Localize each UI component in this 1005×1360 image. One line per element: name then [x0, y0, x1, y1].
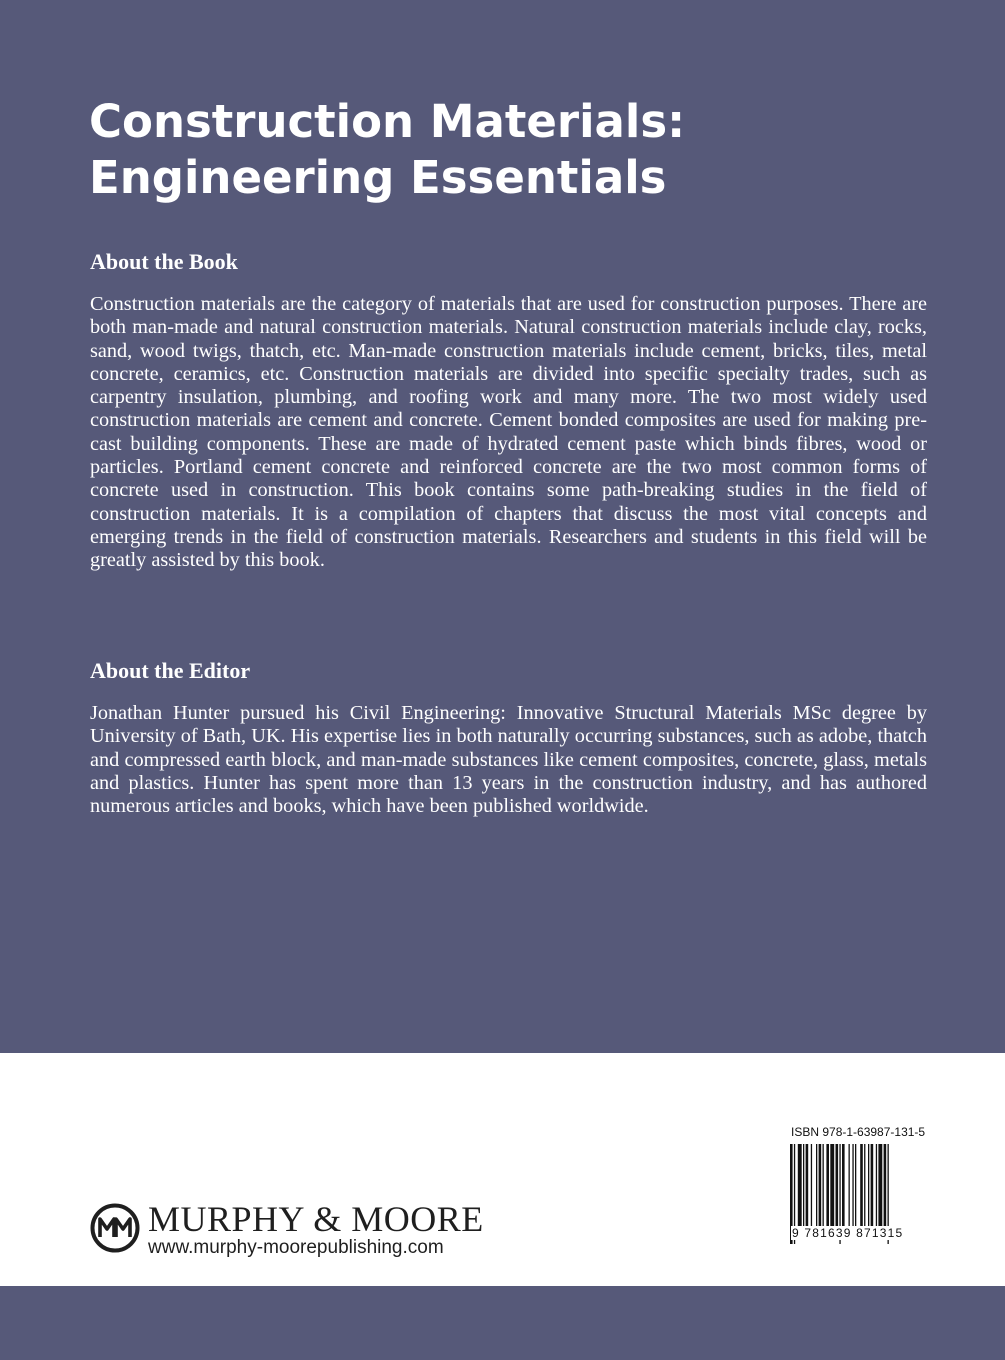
about-editor-text: Jonathan Hunter pursued his Civil Engineering: Innovative Structural Materials MSc degree by University of Bath, UK. His expertise lies in both naturally occurring substances, such as adobe, thatch and compressed earth block, and man-made substances like cement composites, concrete, glass, metals and plastics. Hunter has spent more than 13 years in the construction industry, and has authored numerous articles and books, which have been published worldwide.: [90, 702, 927, 818]
about-editor-heading: About the Editor: [90, 658, 251, 683]
book-title: Construction Materials: Engineering Essentials: [89, 95, 686, 204]
barcode-bar: [798, 1144, 802, 1228]
barcode-bar: [803, 1144, 804, 1228]
barcode-bar: [836, 1144, 839, 1228]
barcode-bar: [876, 1144, 877, 1228]
barcode-bar: [864, 1144, 865, 1228]
barcode-bar: [819, 1144, 822, 1228]
publisher-url: www.murphy-moorepublishing.com: [148, 1237, 444, 1258]
barcode-bar: [871, 1144, 874, 1228]
barcode-bar: [884, 1144, 887, 1228]
barcode-bar: [868, 1144, 869, 1228]
barcode-bar: [823, 1144, 824, 1228]
barcode-bar: [811, 1144, 812, 1228]
about-book-text: Construction materials are the category of materials that are used for construction purposes. There are both man-made and natural construction materials. Natural construction materials include clay, rocks, sand, wood twigs, thatch, etc. Man-made construction materials include cement, bricks, tiles, metal concrete, ceramics, etc. Construction materials are divided into specific specialty trades, such as carpentry insulation, plumbing, and roofing work and many more. The two most widely used construction materials are cement and concrete. Cement bonded composites are used for making pre-cast building components. These are made of hydrated cement paste which binds fibres, wood or particles. Portland cement concrete and reinforced concrete are the two most common forms of concrete used in construction. This book contains some path-breaking studies in the field of construction materials. It is a compilation of chapters that discuss the most vital concepts and emerging trends in the field of construction materials. Researchers and students in this field will be greatly assisted by this book.: [90, 293, 927, 572]
bottom-strip: [0, 1286, 1005, 1360]
publisher-name: MURPHY & MOORE: [148, 1199, 484, 1239]
barcode-bar: [878, 1144, 882, 1228]
mm-circle-logo-icon: [90, 1203, 140, 1253]
publisher-block: [90, 1199, 500, 1263]
barcode-bar: [849, 1144, 850, 1228]
barcode-bar: [816, 1144, 817, 1228]
barcode-bar: [806, 1144, 809, 1228]
barcode-bar: [852, 1144, 853, 1228]
about-book-heading: About the Book: [90, 249, 238, 274]
barcode-bar: [830, 1144, 834, 1228]
barcode-digits: 9 781639 871315: [792, 1226, 904, 1240]
isbn-label: ISBN 978-1-63987-131-5: [791, 1125, 926, 1139]
barcode-bar: [826, 1144, 829, 1228]
barcode-bar: [860, 1144, 863, 1228]
barcode-bar: [855, 1144, 856, 1228]
barcode-bar: [842, 1144, 845, 1228]
